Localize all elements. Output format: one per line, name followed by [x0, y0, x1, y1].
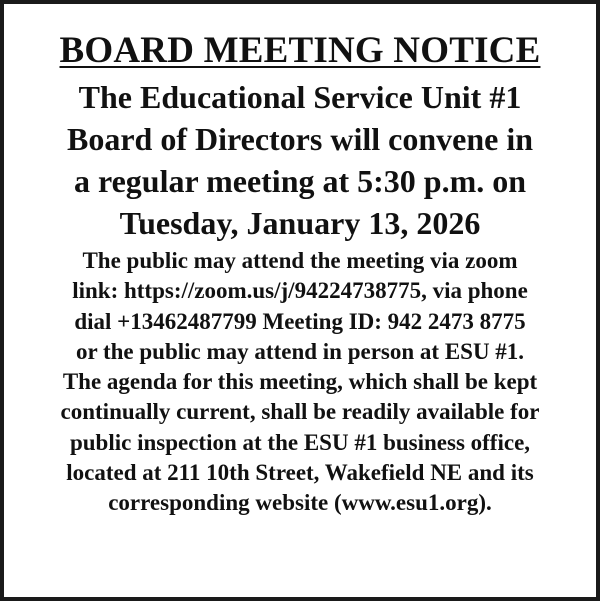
meeting-details	[12, 246, 588, 519]
details-line-9: corresponding website (www.esu1.org).	[108, 490, 492, 516]
announcement-line-3: a regular meeting at 5:30 p.m. on	[73, 163, 527, 199]
details-line-4: or the public may attend in person at ESU #1.	[75, 338, 525, 364]
meeting-announcement	[12, 76, 588, 244]
details-line-2: link: https://zoom.us/j/94224738775, via phone	[72, 278, 528, 304]
details-line-1: The public may attend the meeting via zoom	[82, 248, 518, 273]
announcement-line-2: Board of Directors will convene in	[66, 121, 533, 157]
details-line-3: dial +13462487799 Meeting ID: 942 2473 8775	[74, 308, 526, 334]
details-line-5: The agenda for this meeting, which shall be kept	[62, 369, 538, 395]
announcement-line-1: The Educational Service Unit #1	[78, 79, 522, 115]
details-line-7: public inspection at the ESU #1 business office,	[69, 429, 531, 455]
announcement-line-4: Tuesday, January 13, 2026	[119, 205, 481, 241]
details-line-6: continually current, shall be readily available for	[60, 399, 540, 425]
details-line-8: located at 211 10th Street, Wakefield NE and its	[66, 460, 534, 486]
notice-title: BOARD MEETING NOTICE	[59, 30, 541, 71]
